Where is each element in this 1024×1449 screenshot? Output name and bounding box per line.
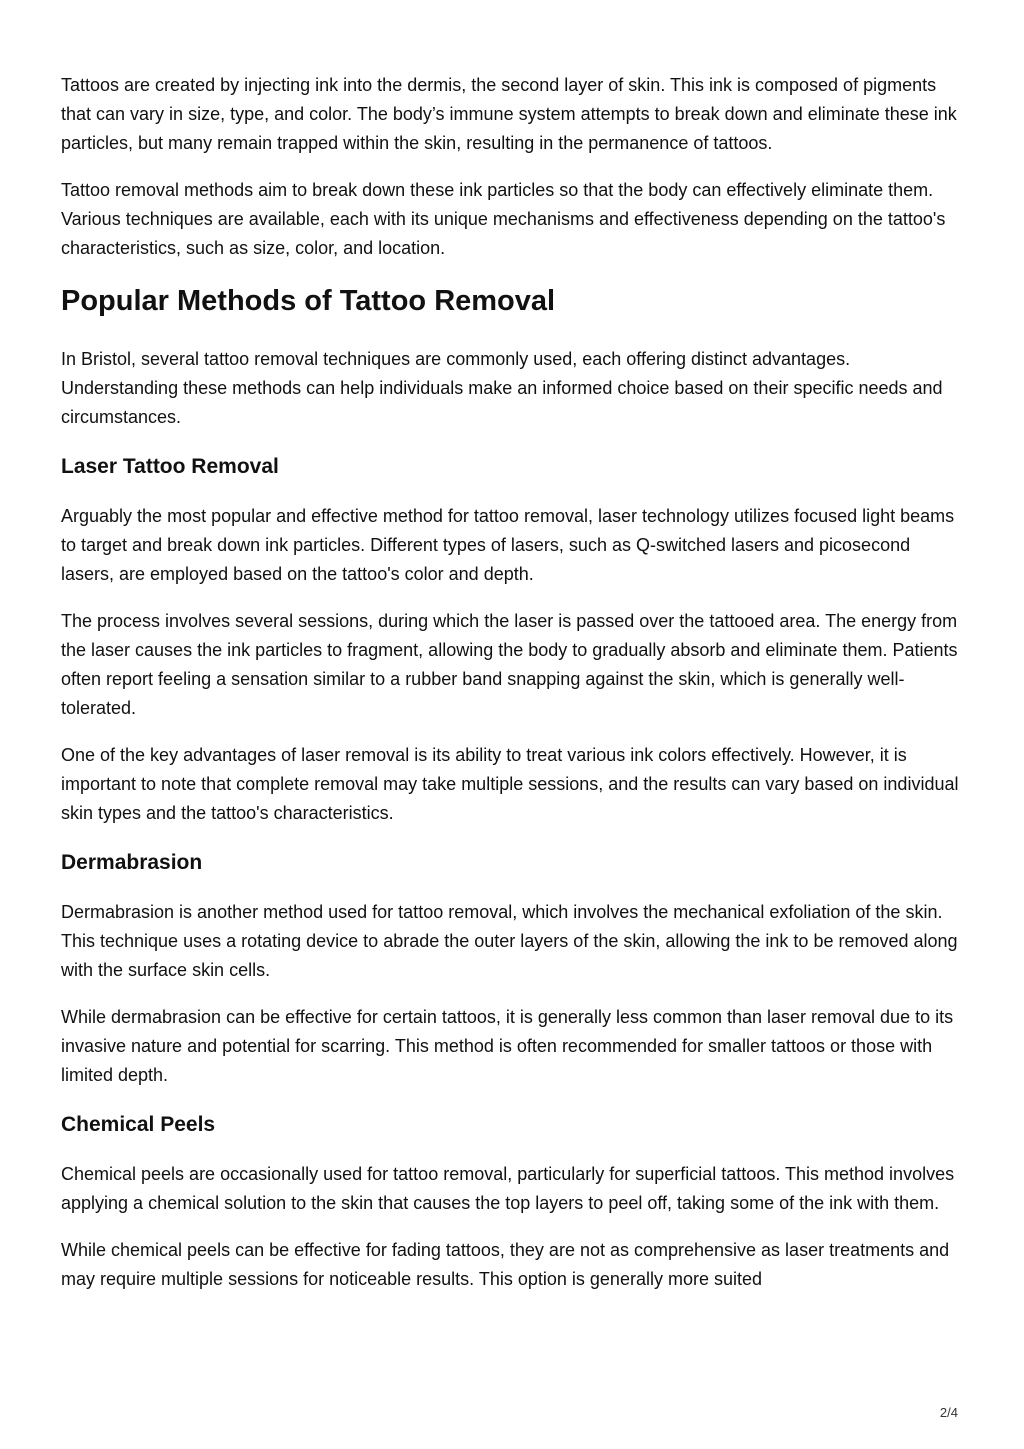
laser-paragraph-1: Arguably the most popular and effective method for tattoo removal, laser technology utilizes focused light beams to target and break down ink particles. Different types of lasers, such as Q-switched lasers and picosecond lasers, are employed based on the tattoo's color and depth. bbox=[61, 506, 955, 584]
dermabrasion-paragraph-2: While dermabrasion can be effective for certain tattoos, it is generally less common than laser removal due to its invasive nature and potential for scarring. This method is often recommended for smaller tattoos or those with limited depth. bbox=[61, 1007, 954, 1085]
laser-paragraph-2: The process involves several sessions, during which the laser is passed over the tattooed area. The energy from the laser causes the ink particles to fragment, allowing the body to gradually absorb and eliminate them. Patients often report feeling a sensation similar to a rubber band snapping against the skin, which is generally well-tolerated. bbox=[61, 611, 958, 718]
dermabrasion-paragraph-1: Dermabrasion is another method used for tattoo removal, which involves the mechanical exfoliation of the skin. This technique uses a rotating device to abrade the outer layers of the skin, allowing the ink to be removed along with the surface skin cells. bbox=[61, 902, 958, 980]
laser-paragraph-3: One of the key advantages of laser removal is its ability to treat various ink colors effectively. However, it is important to note that complete removal may take multiple sessions, and the results can vary based on individual skin types and the tattoo's characteristics. bbox=[61, 745, 959, 823]
section-heading: Popular Methods of Tattoo Removal bbox=[61, 285, 556, 317]
document-body bbox=[61, 71, 967, 1312]
page-number: 2/4 bbox=[939, 1405, 958, 1420]
section-intro-paragraph: In Bristol, several tattoo removal techniques are commonly used, each offering distinct advantages. Understanding these methods can help individuals make an informed choice based on their specific needs and circumstances. bbox=[61, 349, 943, 427]
chemical-peels-heading: Chemical Peels bbox=[61, 1113, 216, 1136]
intro-paragraph-1: Tattoos are created by injecting ink into the dermis, the second layer of skin. This ink is composed of pigments that can vary in size, type, and color. The body’s immune system attempts to break down and eliminate these ink particles, but many remain trapped within the skin, resulting in the permanence of tattoos. bbox=[61, 75, 957, 153]
intro-paragraph-2: Tattoo removal methods aim to break down these ink particles so that the body can effectively eliminate them. Various techniques are available, each with its unique mechanisms and effectiveness depending on the tattoo's characteristics, such as size, color, and location. bbox=[61, 180, 946, 258]
chemical-peels-paragraph-2: While chemical peels can be effective for fading tattoos, they are not as comprehensive as laser treatments and may require multiple sessions for noticeable results. This option is generally more suited bbox=[61, 1240, 950, 1289]
laser-heading: Laser Tattoo Removal bbox=[61, 455, 279, 478]
chemical-peels-paragraph-1: Chemical peels are occasionally used for tattoo removal, particularly for superficial tattoos. This method involves applying a chemical solution to the skin that causes the top layers to peel off, taking some of the ink with them. bbox=[61, 1164, 955, 1213]
dermabrasion-heading: Dermabrasion bbox=[61, 851, 203, 874]
